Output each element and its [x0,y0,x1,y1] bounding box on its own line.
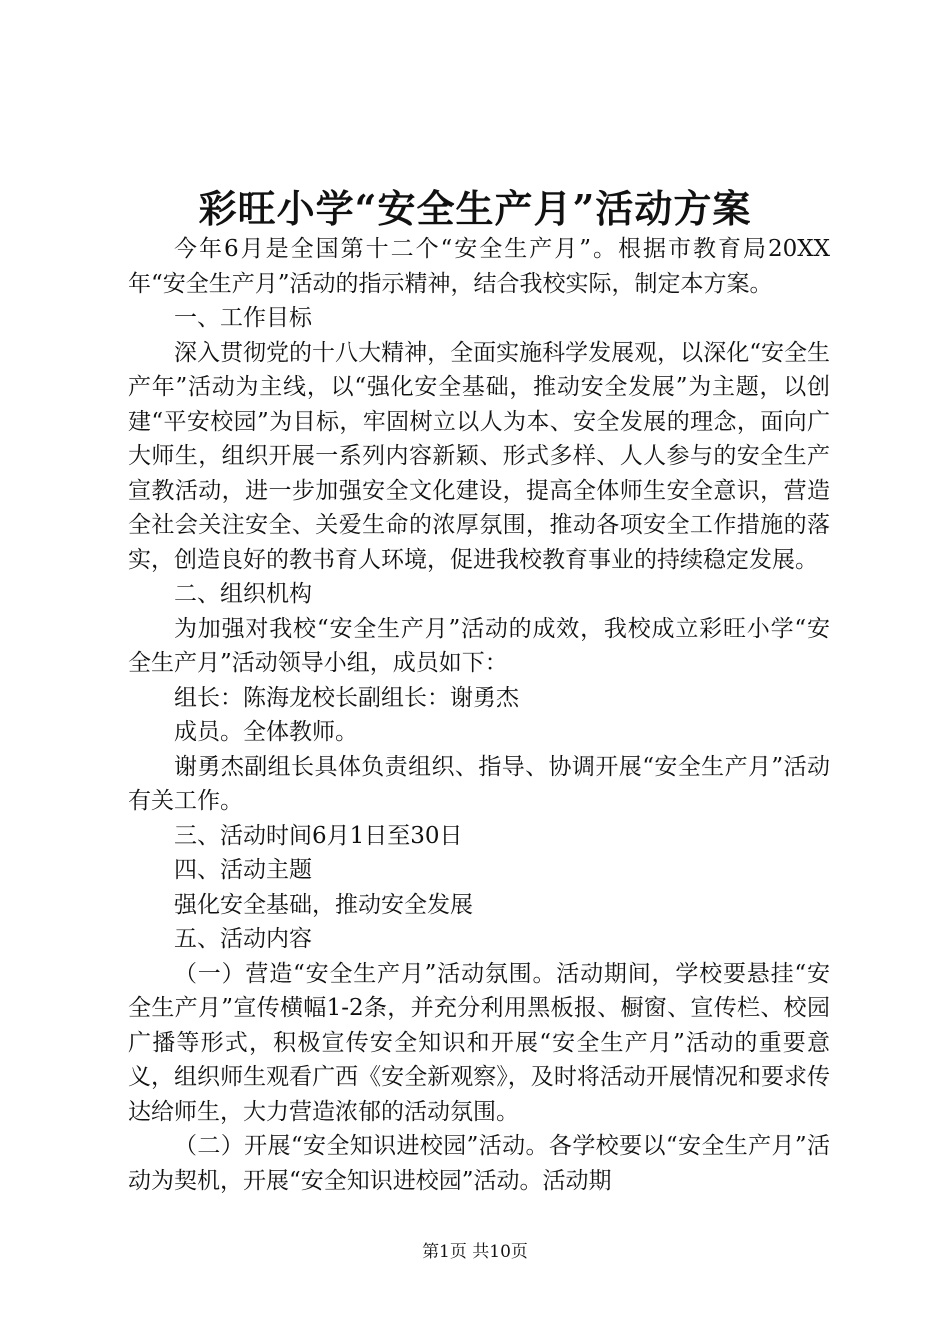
document-body [128,232,830,1198]
paragraph-content-1: （一）营造“安全生产月”活动氛围。活动期间，学校要悬挂“安全生产月”宣传横幅1-2条，并充分利用黑板报、橱窗、宣传栏、校园广播等形式，积极宣传安全知识和开展“安全生产月”活动的重要意义，组织师生观看广西《安全新观察》，及时将活动开展情况和要求传达给师生，大力营造浓郁的活动氛围。 [128,960,830,1125]
section-heading-time: 三、活动时间6月1日至30日 [174,822,463,849]
paragraph-goals: 深入贯彻党的十八大精神，全面实施科学发展观，以深化“安全生产年”活动为主线，以“强化安全基础，推动安全发展”为主题，以创建“平安校园”为目标，牢固树立以人为本、安全发展的理念，面向广大师生，组织开展一系列内容新颖、形式多样、人人参与的安全生产宣教活动，进一步加强安全文化建设，提高全体师生安全意识，营造全社会关注安全、关爱生命的浓厚氛围，推动各项安全工作措施的落实，创造良好的教书育人环境，促进我校教育事业的持续稳定发展。 [128,339,830,573]
document-title: 彩旺小学“安全生产月”活动方案 [198,186,752,231]
page-footer: 第1页 共10页 [422,1242,528,1262]
section-heading-content: 五、活动内容 [174,926,312,952]
paragraph-theme: 强化安全基础，推动安全发展 [174,891,473,918]
paragraph-intro: 今年6月是全国第十二个“安全生产月”。根据市教育局20XX年“安全生产月”活动的指示精神，结合我校实际，制定本方案。 [128,236,830,297]
paragraph-leaders: 组长：陈海龙校长副组长：谢勇杰 [174,684,519,711]
section-heading-theme: 四、活动主题 [174,857,312,883]
paragraph-responsibility: 谢勇杰副组长具体负责组织、指导、协调开展“安全生产月”活动有关工作。 [128,753,830,814]
paragraph-content-2: （二）开展“安全知识进校园”活动。各学校要以“安全生产月”活动为契机，开展“安全知识进校园”活动。活动期 [128,1133,830,1194]
section-heading-goals: 一、工作目标 [174,305,312,331]
paragraph-organization: 为加强对我校“安全生产月”活动的成效，我校成立彩旺小学“安全生产月”活动领导小组，成员如下： [128,615,830,676]
paragraph-members: 成员。全体教师。 [174,719,358,745]
section-heading-organization: 二、组织机构 [174,581,312,607]
